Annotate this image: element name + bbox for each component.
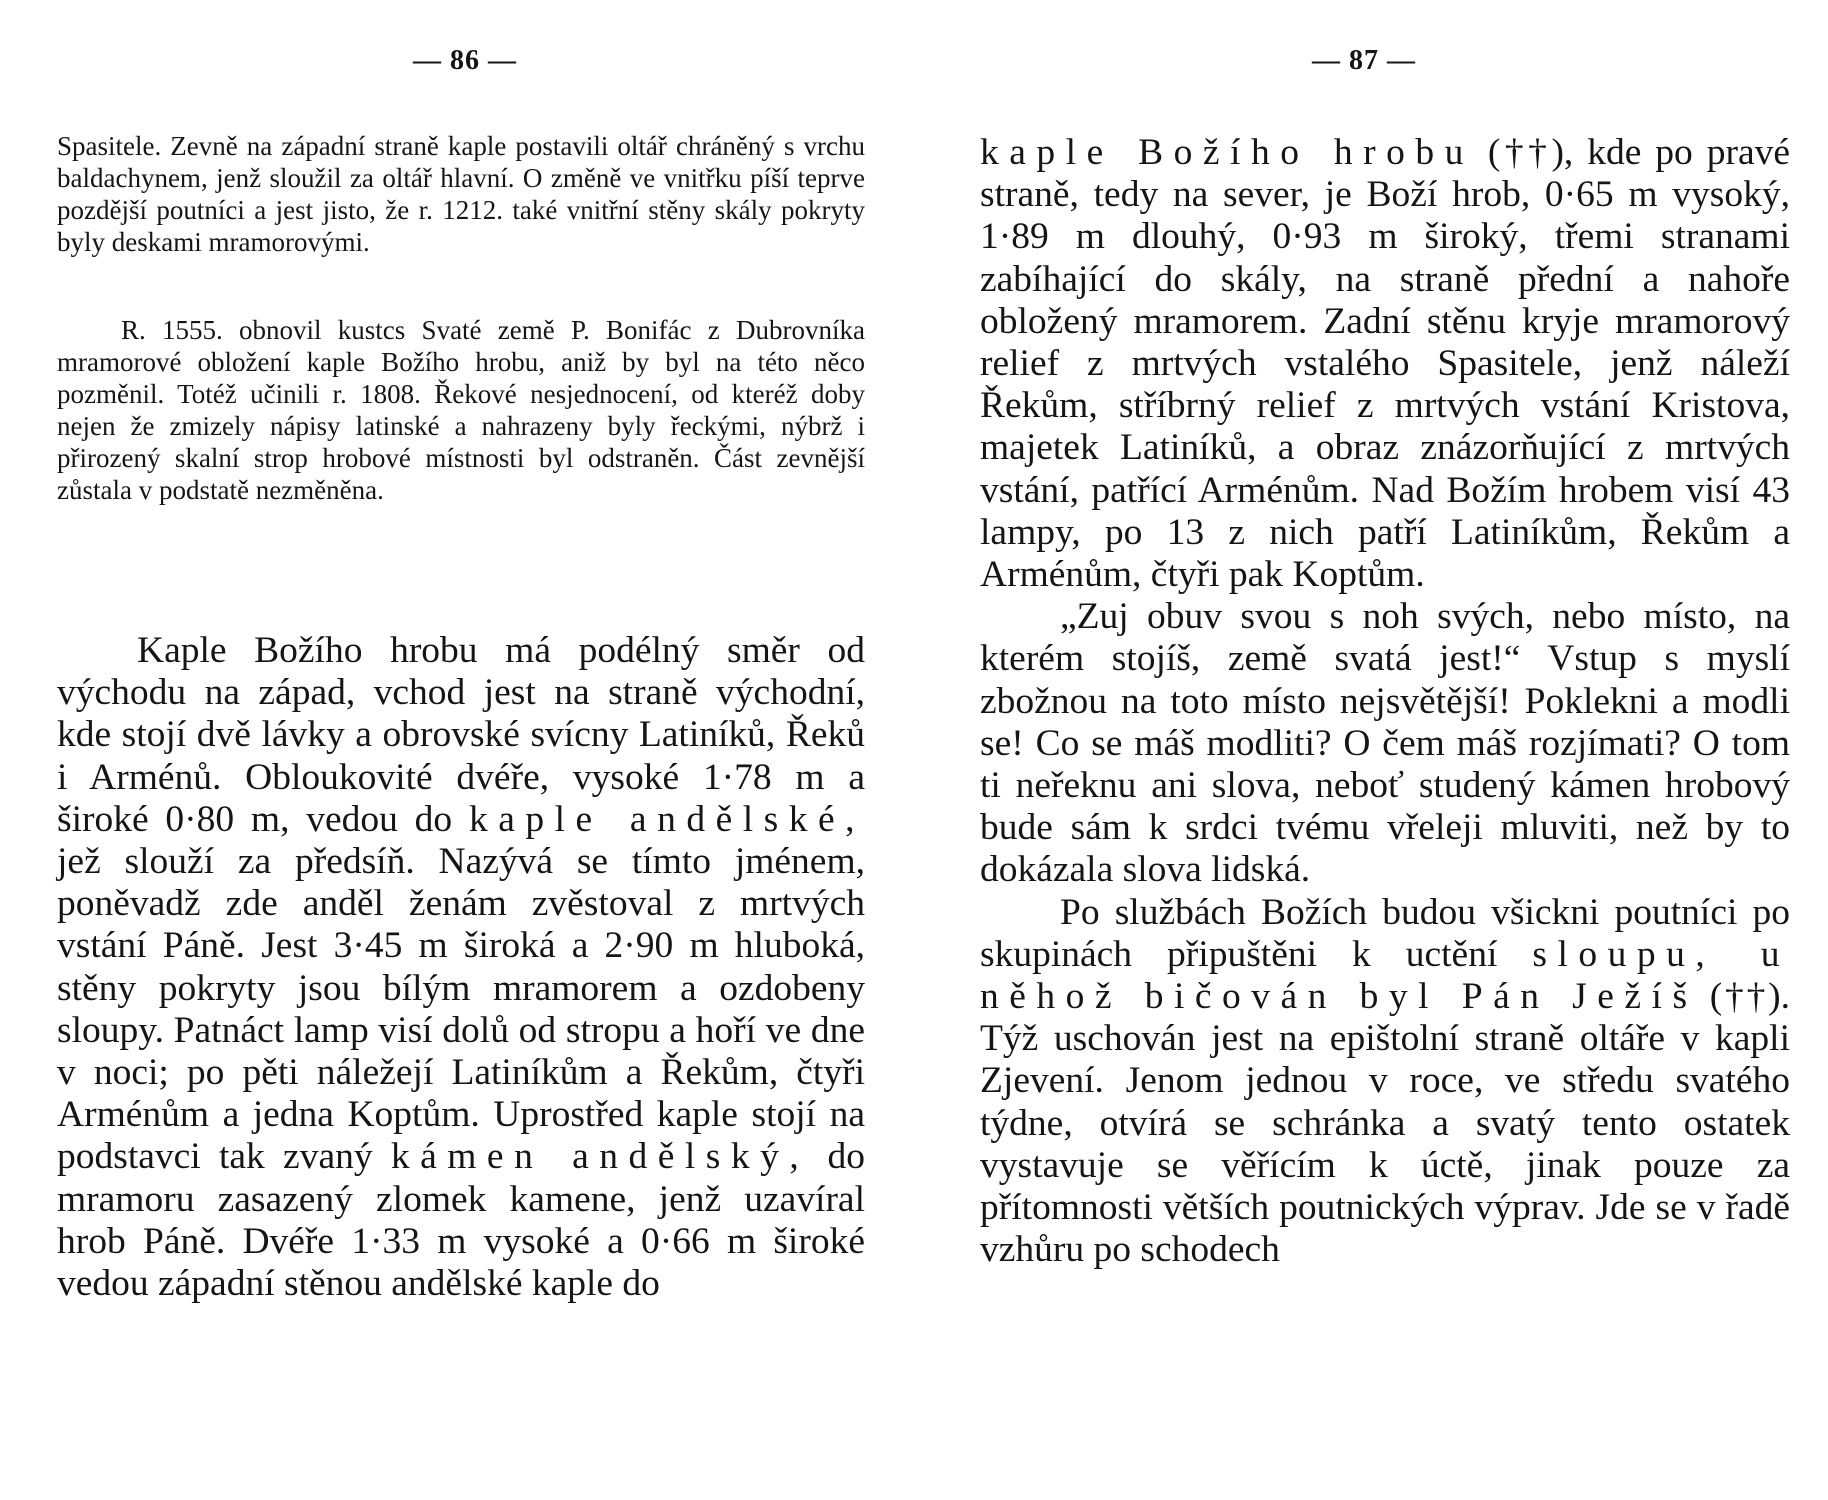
text-run: (††). Týž uschován jest na epištolní straně oltáře v kapli Zjevení. Jenom jednou v roce, ve středu svatého týdne, otvírá se schránka a svatý tento ostatek vystavuje se věřícím k úctě, jinak pouze za přítomnosti větších poutnických výprav. Jde se v řadě vzhůru po schodech xyxy=(980,976,1791,1271)
page-number-right: — 87 — xyxy=(1312,45,1416,76)
text-run: (††), kde po pravé straně, tedy na sever, je Boží hrob, 0·65 m vysoký, 1·89 m dlouhý, 0·93 m široký, třemi stranami zabíhající do skály, na straně přední a nahoře obložený mramorem. Zadní stěnu kryje mramorový relief z mrtvých vstalého Spasitele, jenž náleží Řekům, stříbrný relief z mrtvých vstání Kristova, majetek Latiníků, a obraz znázorňující z mrtvých vstání, patřící Arménům. Nad Božím hrobem visí 43 lampy, po 13 z nich patří Latiníkům, Řekům a Arménům, čtyři pak Koptům. xyxy=(980,132,1791,596)
text-run: Po službách Božích budou všickni poutníci po skupinách připuštěni k uctění xyxy=(980,891,1790,975)
page-number-left: — 86 — xyxy=(413,45,517,76)
body-paragraph xyxy=(57,630,865,1305)
note-paragraph: R. 1555. obnovil kustcs Svaté země P. Bonifác z Dubrovníka mramorové obložení kaple Božího hrobu, aniž by byl na této něco pozměnil. Totéž učinili r. 1808. Řekové nesjednocení, od kteréž doby nejen že zmizely nápisy latinské a nahrazeny byly řeckými, nýbrž i přirozený skalní strop hrobové místnosti byl odstraněn. Část zevnější zůstala v podstatě nezměněna. xyxy=(57,315,865,505)
footnote-block-1 xyxy=(57,130,865,258)
body-paragraph xyxy=(980,892,1790,1272)
spaced-emphasis: kámen andělský, xyxy=(390,1136,810,1178)
text-run: do mramoru zasazený zlomek kamene, jenž uzavíral hrob Páně. Dvéře 1·33 m vysoké a 0·66 m široké vedou západní stěnou andělské kaple do xyxy=(57,1136,866,1305)
spaced-emphasis: kaple andělské, xyxy=(468,798,866,840)
right-page xyxy=(914,0,1828,1500)
note-paragraph: Spasitele. Zevně na západní straně kaple postavili oltář chráněný s vrchu baldachynem, jenž sloužil za oltář hlavní. O změně ve vnitřku píší teprve pozdější poutníci a jest jisto, že r. 1212. také vnitřní stěny skály pokryty byly deskami mramorovými. xyxy=(57,131,865,257)
right-body-text xyxy=(980,132,1790,1271)
footnote-block-2 xyxy=(57,314,865,506)
text-run: jež slouží za předsíň. Nazývá se tímto jménem, poněvadž zde anděl ženám zvěstoval z mrtvých vstání Páně. Jest 3·45 m široká a 2·90 m hluboká, stěny pokryty jsou bílým mramorem a ozdobeny sloupy. Patnáct lamp visí dolů od stropu a hoří ve dne v noci; po pěti náležejí Latiníkům a Řekům, čtyři Arménům a jedna Koptům. Uprostřed kaple stojí na podstavci tak zvaný xyxy=(57,841,865,1178)
left-body-text xyxy=(57,630,865,1305)
spaced-emphasis: kaple Božího hrobu xyxy=(980,132,1474,173)
body-paragraph xyxy=(980,132,1790,596)
body-paragraph: „Zuj obuv svou s noh svých, nebo místo, na kterém stojíš, země svatá jest!“ Vstup s myslí zbožnou na toto místo nejsvětější! Poklekni a modli se! Co se máš modliti? O čem máš rozjímati? O tom ti neřeknu ani slova, neboť studený kámen hrobový bude sám k srdci tvému vřeleji mluviti, než by to dokázala slova lidská. xyxy=(980,596,1790,891)
text-run: Kaple Božího hrobu má podélný směr od východu na západ, vchod jest na straně východní, kde stojí dvě lávky a obrovské svícny Latiníků, Řeků i Arménů. Obloukovité dvéře, vysoké 1·78 m a široké 0·80 m, vedou do xyxy=(57,630,865,840)
spaced-emphasis: sloupu, u něhož bičován byl Pán Ježíš xyxy=(980,933,1790,1018)
